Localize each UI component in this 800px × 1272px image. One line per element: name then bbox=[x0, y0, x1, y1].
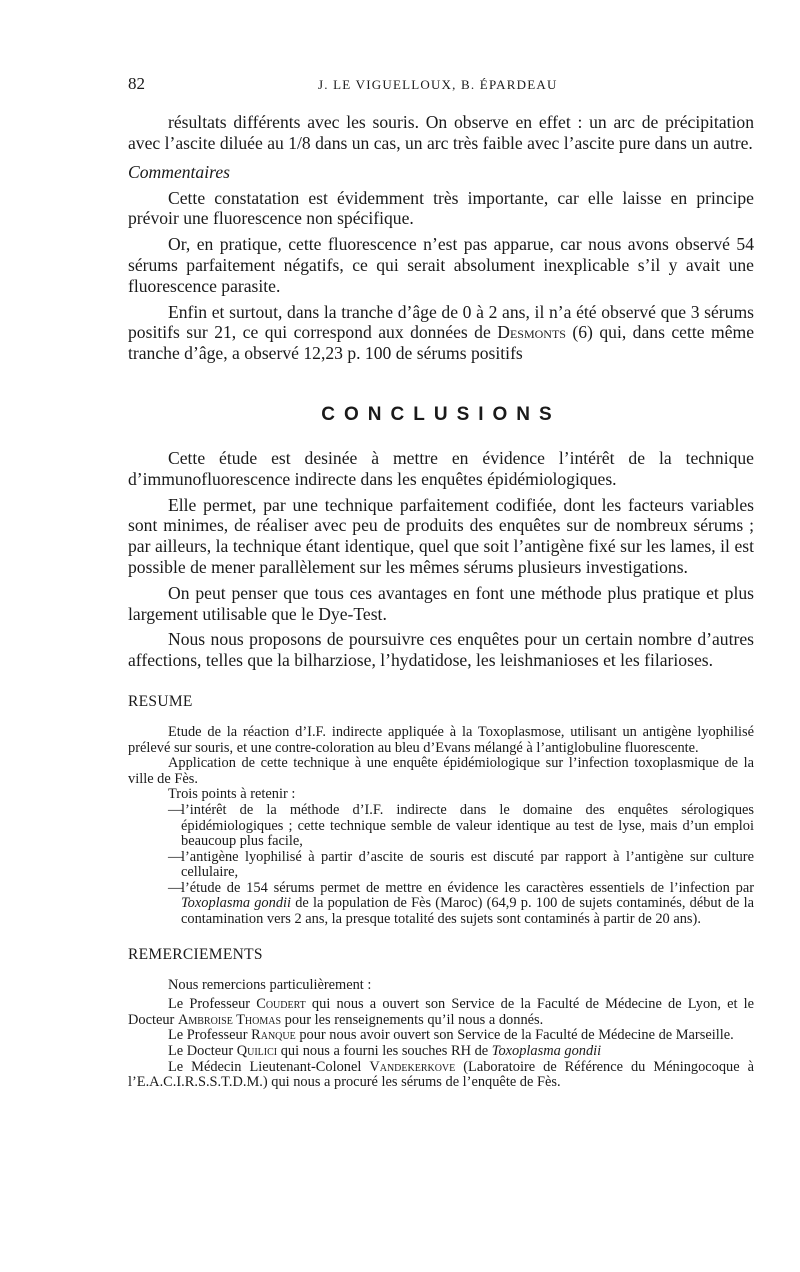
dash: — bbox=[168, 801, 183, 818]
person-name: Ambroise Thomas bbox=[177, 1011, 282, 1028]
running-title: J. LE VIGUELLOUX, B. ÉPARDEAU bbox=[318, 77, 558, 92]
text-span: Enfin et surtout, dans la tranche d’âge de 0 à 2 ans, il n’a été observé que 3 sérums positifs sur 21, ce qui correspond aux données de bbox=[128, 301, 754, 343]
conclusions-paragraph-3: On peut penser que tous ces avantages en font une méthode plus pratique et plus largement utilisable que le Dye-Test. bbox=[128, 582, 754, 624]
species-name: Toxoplasma gondii bbox=[491, 1043, 602, 1060]
text-span: Le Docteur bbox=[168, 1043, 237, 1060]
text-span: qui nous a fourni les souches RH de bbox=[277, 1043, 492, 1060]
remerciements-paragraph-5 bbox=[128, 1060, 754, 1091]
person-name: Vandekerkove bbox=[369, 1058, 456, 1075]
page-body bbox=[128, 112, 754, 1091]
text-span: Le Médecin Lieutenant-Colonel bbox=[168, 1058, 370, 1075]
text-span: (Laboratoire de Référence du Méningocoque à l’E.A.C.I.R.S.S.T.D.M.) qui nous a procuré les sérums de l’enquête de Fès. bbox=[128, 1058, 754, 1091]
remerciements-paragraph-4 bbox=[128, 1044, 754, 1060]
page-number: 82 bbox=[128, 74, 145, 93]
remerciements-paragraph-1: Nous remercions particulièrement : bbox=[168, 976, 372, 993]
commentaires-paragraph-3 bbox=[128, 302, 754, 364]
text-span: Le Professeur bbox=[168, 996, 257, 1013]
commentaires-paragraph-2: Or, en pratique, cette fluorescence n’est pas apparue, car nous avons observé 54 sérums parfaitement négatifs, ce qui serait absolument inexplicable s’il y avait une fluorescence parasite. bbox=[128, 234, 754, 296]
text-span: (6) qui, dans cette même tranche d’âge, a observé 12,23 p. 100 de sérums positifs bbox=[128, 322, 755, 364]
person-name: Ranque bbox=[251, 1027, 296, 1044]
intro-paragraph: résultats différents avec les souris. On observe en effet : un arc de précipitation avec l’ascite diluée au 1/8 dans un cas, un arc très faible avec l’ascite pure dans un autre. bbox=[128, 112, 754, 153]
text-span: Le Professeur bbox=[168, 1027, 252, 1044]
conclusions-heading: CONCLUSIONS bbox=[321, 403, 561, 425]
text-span: pour les renseignements qu’il nous a donnés. bbox=[281, 1011, 544, 1028]
resume-paragraph-3: Trois points à retenir : bbox=[168, 786, 296, 803]
remerciements-heading: REMERCIEMENTS bbox=[128, 945, 263, 963]
species-name: Toxoplasma gondii bbox=[181, 895, 292, 912]
dash: — bbox=[168, 848, 183, 865]
text-span: qui nous a ouvert son Service de la Faculté de Médecine de Lyon, et le Docteur bbox=[128, 996, 754, 1028]
resume-heading: RESUME bbox=[128, 692, 193, 710]
commentaires-heading: Commentaires bbox=[128, 161, 230, 182]
person-name: Coudert bbox=[256, 996, 306, 1013]
dash: — bbox=[168, 879, 183, 896]
list-item bbox=[128, 803, 754, 850]
conclusions-paragraph-1: Cette étude est desinée à mettre en évidence l’intérêt de la technique d’immunofluorescence indirecte dans les enquêtes épidémiologiques. bbox=[128, 447, 754, 489]
list-item bbox=[128, 850, 754, 881]
list-item-text: l’antigène lyophilisé à partir d’ascite de souris est discuté par rapport à l’antigène sur culture cellulaire, bbox=[181, 848, 754, 881]
list-item-text: l’intérêt de la méthode d’I.F. indirecte dans le domaine des enquêtes sérologiques épidémiologiques ; cette technique semble de valeur identique au test de lyse, mais d’un emploi beaucoup plus facile, bbox=[181, 801, 754, 850]
page-header bbox=[128, 74, 754, 100]
remerciements-paragraph-3 bbox=[128, 1028, 754, 1044]
resume-paragraph-1: Etude de la réaction d’I.F. indirecte appliquée à la Toxoplasmose, utilisant un antigène lyophilisé prélevé sur souris, et une contre-coloration au bleu d’Evans mélangé à l’antiglobuline fluorescente. bbox=[128, 723, 754, 756]
text-span: l’étude de 154 sérums permet de mettre en évidence les caractères essentiels de l’infection par bbox=[181, 879, 754, 896]
text-span: de la population de Fès (Maroc) (64,9 p. 100 de sujets contaminés, début de la contamination vers 2 ans, la presque totalité des sujets sont contaminés à partir de 20 ans). bbox=[181, 895, 754, 928]
commentaires-paragraph-1: Cette constatation est évidemment très importante, car elle laisse en principe prévoir une fluorescence non spécifique. bbox=[128, 187, 754, 229]
author-name: Desmonts bbox=[497, 322, 566, 343]
conclusions-paragraph-2: Elle permet, par une technique parfaitement codifiée, dont les facteurs variables sont minimes, de réaliser avec peu de produits des enquêtes sur de nombreux sérums ; par ailleurs, la technique étant identique, quel que soit l’antigène fixé sur les lames, il est possible de mener parallèlement sur les mêmes sérums plusieurs investigations. bbox=[128, 494, 754, 577]
resume-paragraph-2: Application de cette technique à une enquête épidémiologique sur l’infection toxoplasmique de la ville de Fès. bbox=[128, 755, 754, 787]
remerciements-paragraph-2 bbox=[128, 997, 754, 1028]
text-span: pour nous avoir ouvert son Service de la Faculté de Médecine de Marseille. bbox=[295, 1027, 734, 1044]
person-name: Quilici bbox=[236, 1043, 278, 1060]
conclusions-paragraph-4: Nous nous proposons de poursuivre ces enquêtes pour un certain nombre d’autres affections, telles que la bilharziose, l’hydatidose, les leishmanioses et les filarioses. bbox=[128, 629, 754, 671]
resume-points-list bbox=[128, 803, 754, 928]
list-item bbox=[128, 881, 754, 928]
